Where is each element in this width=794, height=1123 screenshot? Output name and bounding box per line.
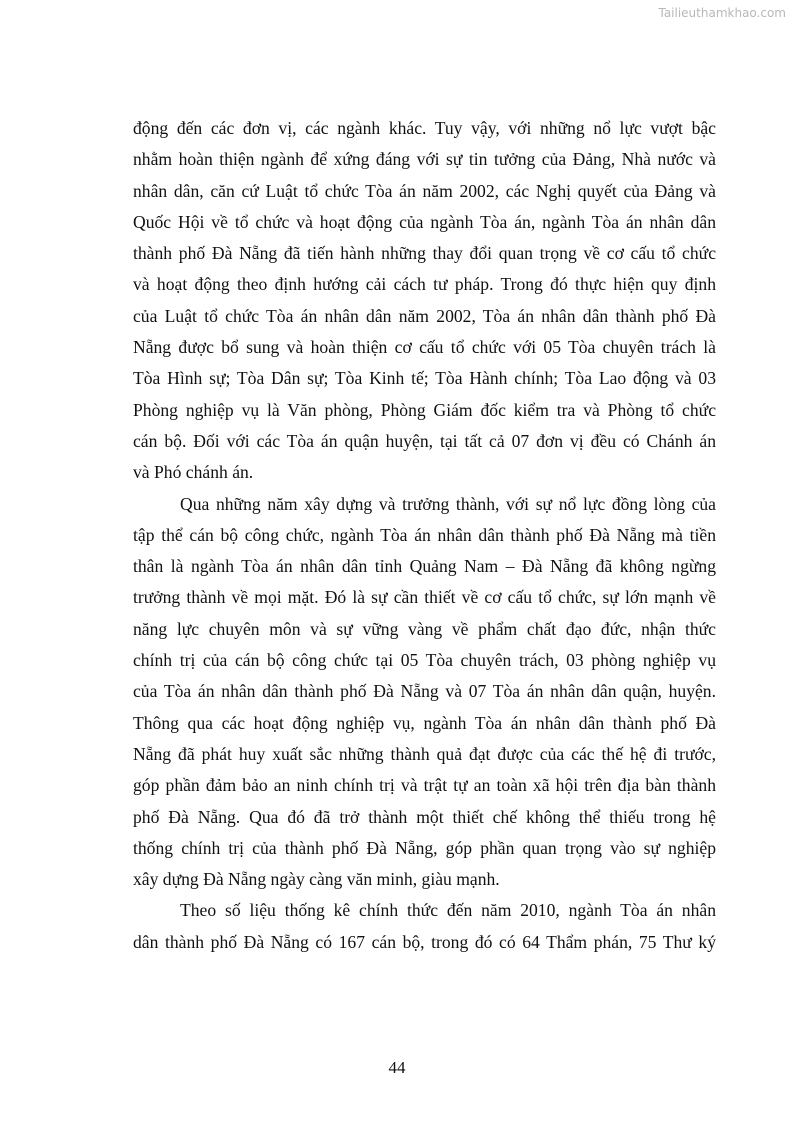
- text-line: tập thể cán bộ công chức, ngành Tòa án nhân dân thành phố Đà Nẵng mà tiền: [133, 524, 716, 545]
- text-line: của Tòa án nhân dân thành phố Đà Nẵng và 07 Tòa án nhân dân quận, huyện.: [133, 681, 716, 702]
- text-line: xây dựng Đà Nẵng ngày càng văn minh, giàu mạnh.: [133, 869, 500, 890]
- text-line: và Phó chánh án.: [133, 462, 254, 483]
- text-line: của Luật tổ chức Tòa án nhân dân năm 2002, Tòa án nhân dân thành phố Đà: [133, 305, 716, 326]
- text-line: thành phố Đà Nẵng đã tiến hành những thay đổi quan trọng về cơ cấu tổ chức: [133, 243, 716, 264]
- page-number: 44: [388, 1058, 406, 1077]
- text-line: động đến các đơn vị, các ngành khác. Tuy vậy, với những nổ lực vượt bậc: [133, 118, 716, 138]
- text-line: Qua những năm xây dựng và trưởng thành, với sự nổ lực đồng lòng của: [180, 493, 716, 514]
- text-line: năng lực chuyên môn và sự vững vàng về phẩm chất đạo đức, nhận thức: [133, 618, 716, 639]
- text-line: Theo số liệu thống kê chính thức đến năm 2010, ngành Tòa án nhân: [180, 900, 716, 921]
- text-line: chính trị của cán bộ công chức tại 05 Tòa chuyên trách, 03 phòng nghiệp vụ: [133, 650, 716, 671]
- text-line: và hoạt động theo định hướng cải cách tư pháp. Trong đó thực hiện quy định: [133, 274, 716, 295]
- paragraph-1: [133, 113, 716, 489]
- text-line: Phòng nghiệp vụ là Văn phòng, Phòng Giám đốc kiểm tra và Phòng tổ chức: [133, 399, 716, 420]
- text-line: Quốc Hội về tổ chức và hoạt động của ngành Tòa án, ngành Tòa án nhân dân: [133, 211, 716, 232]
- text-line: Thông qua các hoạt động nghiệp vụ, ngành Tòa án nhân dân thành phố Đà: [133, 712, 716, 733]
- paragraph-3: [133, 895, 716, 958]
- text-line: thân là ngành Tòa án nhân dân tỉnh Quảng Nam – Đà Nẵng đã không ngừng: [133, 556, 716, 577]
- text-line: trưởng thành về mọi mặt. Đó là sự cần thiết về cơ cấu tổ chức, sự lớn mạnh về: [133, 587, 716, 608]
- page-body: [133, 113, 716, 958]
- text-line: phố Đà Nẵng. Qua đó đã trở thành một thiết chế không thể thiếu trong hệ: [133, 806, 716, 827]
- text-line: Tòa Hình sự; Tòa Dân sự; Tòa Kinh tế; Tòa Hành chính; Tòa Lao động và 03: [133, 368, 716, 389]
- text-line: góp phần đảm bảo an ninh chính trị và trật tự an toàn xã hội trên địa bàn thành: [133, 775, 716, 796]
- paragraph-2: [133, 489, 716, 896]
- text-line: thống chính trị của thành phố Đà Nẵng, góp phần quan trọng vào sự nghiệp: [133, 837, 716, 858]
- text-line: Nẵng đã phát huy xuất sắc những thành quả đạt được của các thế hệ đi trước,: [133, 743, 716, 764]
- watermark: Tailieuthamkhao.com: [658, 6, 786, 20]
- text-line: dân thành phố Đà Nẵng có 167 cán bộ, trong đó có 64 Thẩm phán, 75 Thư ký: [133, 931, 716, 952]
- text-line: nhằm hoàn thiện ngành để xứng đáng với sự tin tưởng của Đảng, Nhà nước và: [133, 149, 716, 170]
- text-line: nhân dân, căn cứ Luật tổ chức Tòa án năm 2002, các Nghị quyết của Đảng và: [133, 180, 716, 201]
- text-line: Nẵng được bổ sung và hoàn thiện cơ cấu tổ chức với 05 Tòa chuyên trách là: [133, 337, 716, 358]
- text-line: cán bộ. Đối với các Tòa án quận huyện, tại tất cả 07 đơn vị đều có Chánh án: [133, 430, 716, 451]
